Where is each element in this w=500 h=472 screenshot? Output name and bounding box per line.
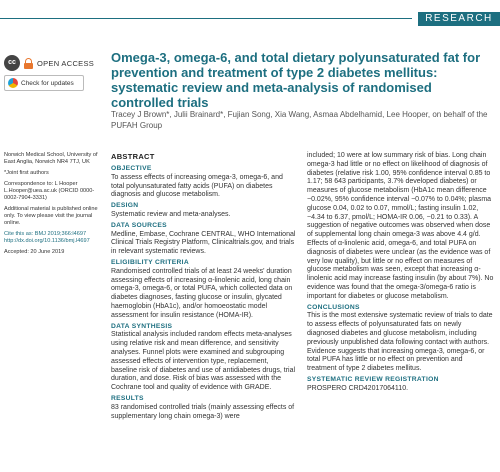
section-heading-registration: SYSTEMATIC REVIEW REGISTRATION — [307, 375, 439, 383]
author-list: Tracey J Brown*, Julii Brainard*, Fujian Song, Xia Wang, Asmaa Abdelhamid, Lee Hooper, on behalf of the PUFAH Group — [111, 110, 488, 130]
section-heading-results: RESULTS — [111, 394, 144, 402]
joint-authors-note: *Joint first authors — [4, 170, 49, 176]
check-for-updates-button[interactable] — [4, 75, 84, 91]
sidebar-notes — [4, 152, 104, 260]
section-heading-eligibility: ELIGIBILITY CRITERIA — [111, 258, 189, 266]
open-access-badge[interactable] — [4, 55, 94, 71]
results-continued: included; 10 were at low summary risk of bias. Long chain omega-3 had little or no effect on likelihood of diagnosis of diabetes (relative risk 1.00, 95% confidence interval 0.85 to 1.17; 58 643 participants, 3.7% developed diabetes) or measures of glucose metabolism (HbA1c mean difference −0.02%, 95% confidence interval −0.07% to 0.04%; plasma glucose 0.04, 0.02 to 0.07, mmol/L; fasting insulin 1.02, −4.34 to 6.37, pmol/L; HOMA-IR 0.06, −0.21 to 0.33). A suggestion of negative outcomes was observed when dose of supplemental long chain omega-3 was above 4.4 g/d. Effects of α-linolenic acid, omega-6, and total PUFA on diagnosis of diabetes were unclear (as the evidence was of very low quality), but little or no effect on measures of glucose metabolism was seen, except that increasing α-linolenic acid may increase fasting insulin (by about 7%). No evidence was found that the omega-3/omega-6 ratio is important for diabetes or glucose metabolism. — [307, 152, 494, 300]
section-text-results: 83 randomised controlled trials (mainly assessing effects of supplementary long chain omega-3) were — [111, 403, 295, 420]
additional-material-note: Additional material is published online only. To view please visit the journal online. — [4, 206, 98, 226]
section-text-eligibility: Randomised controlled trials of at least 24 weeks' duration assessing effects of increasing α-linolenic acid, long chain omega-3, omega-6, or total PUFA, which collected data on diabetes diagnoses, fasting glucose or insulin, glycated haemoglobin (HbA1c), and/or homoeostatic model assessment for insulin resistance (HOMA-IR). — [111, 267, 293, 319]
research-badge: RESEARCH — [418, 12, 500, 26]
cc-icon: cc — [4, 55, 20, 71]
abstract-column-1 — [111, 163, 296, 421]
article-title: Omega-3, omega-6, and total dietary polyunsaturated fat for prevention and treatment of type 2 diabetes mellitus: systematic review and meta-analysis of randomised controlled trials — [111, 50, 481, 110]
section-heading-conclusions: CONCLUSIONS — [307, 303, 360, 311]
section-heading-design: DESIGN — [111, 202, 139, 210]
abstract-heading: ABSTRACT — [111, 152, 155, 161]
top-banner — [0, 12, 500, 26]
abstract-column-2 — [307, 152, 494, 394]
accepted-date: Accepted: 20 June 2019 — [4, 249, 65, 255]
section-heading-data-synthesis: DATA SYNTHESIS — [111, 322, 173, 330]
section-heading-objective: OBJECTIVE — [111, 165, 152, 172]
header-rule — [0, 18, 412, 19]
citation[interactable]: Cite this as: BMJ 2019;366:l4697 http://dx.doi.org/10.1136/bmj.l4697 — [4, 231, 90, 244]
section-text-objective: To assess effects of increasing omega-3, omega-6, and total polyunsaturated fatty acids (PUFA) on diabetes diagnosis and glucose metabolism. — [111, 173, 283, 199]
section-text-design: Systematic review and meta-analyses. — [111, 210, 231, 218]
open-access-label: OPEN ACCESS — [37, 58, 95, 68]
affiliation: Norwich Medical School, University of East Anglia, Norwich NR4 7TJ, UK — [4, 152, 98, 165]
check-for-updates-label: Check for updates — [21, 79, 74, 87]
section-text-data-sources: Medline, Embase, Cochrane CENTRAL, WHO International Clinical Trials Registry Platform, Clinicaltrials.gov, and trials in relevant systematic reviews. — [111, 230, 296, 256]
section-heading-data-sources: DATA SOURCES — [111, 221, 167, 229]
section-text-conclusions: This is the most extensive systematic review of trials to date to assess effects of polyunsaturated fats on newly diagnosed diabetes and glucose metabolism, including previously unpublished data following contact with authors. Evidence suggests that increasing omega-3, omega-6, or total PUFA has little or no effect on prevention and treatment of type 2 diabetes mellitus. — [307, 312, 493, 373]
section-text-registration: PROSPERO CRD42017064110. — [307, 384, 409, 392]
crossmark-icon — [8, 78, 18, 88]
open-lock-icon — [24, 58, 33, 69]
section-text-data-synthesis: Statistical analysis included random effects meta-analyses using relative risk and mean difference, and sensitivity analyses. Funnel plots were examined and subgrouping assessed effects of intervention type, replacement, baseline risk of diabetes and use of antidiabetes drugs, trial duration, and dose. Risk of bias was assessed with the Cochrane tool and quality of evidence with GRADE. — [111, 331, 296, 392]
correspondence[interactable]: Correspondence to: L Hooper L.Hooper@uea.ac.uk (ORCID 0000-0002-7904-3331) — [4, 181, 95, 201]
